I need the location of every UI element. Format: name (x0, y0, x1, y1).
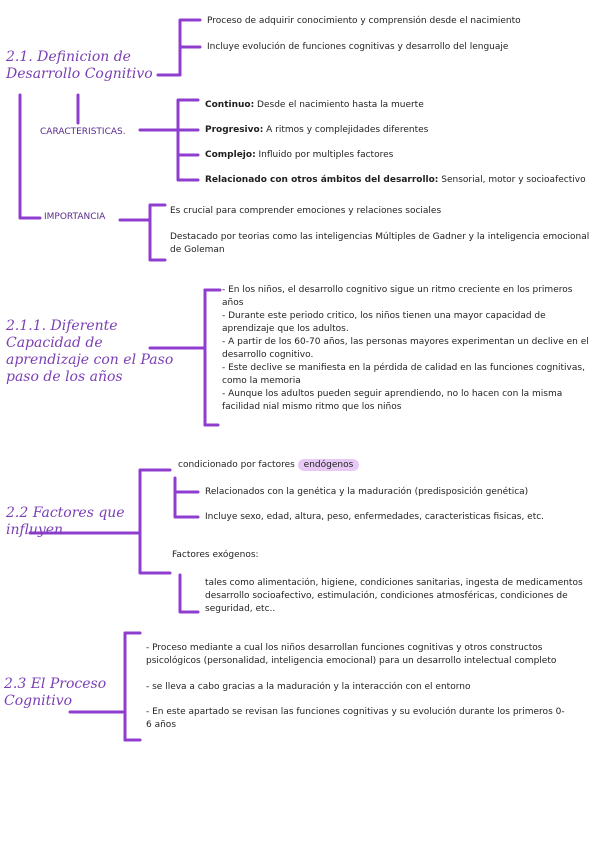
definition-item-2: Incluye evolución de funciones cognitivas y desarrollo del lenguaje (207, 42, 509, 52)
exogenos-text: tales como alimentación, higiene, condiciones sanitarias, ingesta de medicamentos desarrollo socioafectivo, estimulación, condiciones atmosféricas, condiciones de seguridad, etc.. (205, 578, 583, 614)
aprendizaje-item-5: - Aunque los adultos pueden seguir aprendiendo, no lo hacen con la misma facilidad nial mismo ritmo que los niños (222, 389, 563, 412)
aprendizaje-item-3: - A partir de los 60-70 años, las personas mayores experimentan un declive en el desarrollo cognitivo. (222, 337, 589, 360)
aprendizaje-list (222, 284, 594, 414)
aprendizaje-item-4: - Este declive se manifiesta en la pérdida de calidad en las funciones cognitivas, como la memoria (222, 363, 585, 386)
endogenos-highlight: endógenos (298, 459, 360, 471)
endogenos-prefix: condicionado por factores (178, 460, 298, 470)
proceso-item-3: - En este apartado se revisan las funciones cognitivas y su evolución durante los primeros 0-6 años (146, 707, 565, 730)
term: Relacionado con otros ámbitos del desarrollo: (205, 175, 439, 185)
term: Complejo: (205, 150, 256, 160)
caracteristica-relacionado (205, 174, 586, 187)
endogenos-item-1: Relacionados con la genética y la maduración (predisposición genética) (205, 487, 529, 497)
description: Sensorial, motor y socioafectivo (438, 175, 586, 185)
endogenos-heading (178, 459, 359, 472)
description: Influido por multiples factores (255, 150, 394, 160)
proceso-item-1: - Proceso mediante a cual los niños desarrollan funciones cognitivas y otros constructos psicológicos (personalidad, inteligencia emocional) para un desarrollo intelectual completo (146, 643, 557, 666)
proceso-item-2: - se lleva a cabo gracias a la maduración y la interacción con el entorno (146, 682, 471, 692)
caracteristica-complejo (205, 149, 393, 162)
importancia-label: IMPORTANCIA (44, 212, 106, 222)
section-2-1-title: 2.1. Definicion de Desarrollo Cognitivo (6, 49, 153, 82)
definition-item-1: Proceso de adquirir conocimiento y comprensión desde el nacimiento (207, 16, 521, 26)
exogenos-heading: Factores exógenos: (172, 550, 259, 560)
section-2-2-title: 2.2 Factores que influyen (6, 505, 125, 538)
importancia-item-2: Destacado por teorias como las inteligencias Múltiples de Gadner y la inteligencia emocional de Goleman (170, 232, 590, 255)
term: Continuo: (205, 100, 255, 110)
aprendizaje-item-2: - Durante este periodo critico, los niños tienen una mayor capacidad de aprendizaje que los adultos. (222, 311, 546, 334)
section-2-3-title: 2.3 El Proceso Cognitivo (4, 676, 107, 709)
aprendizaje-item-1: - En los niños, el desarrollo cognitivo sigue un ritmo creciente en los primeros años (222, 285, 573, 308)
importancia-item-1: Es crucial para comprender emociones y relaciones sociales (170, 206, 442, 216)
term: Progresivo: (205, 125, 264, 135)
caracteristica-progresivo (205, 124, 428, 137)
caracteristica-continuo (205, 99, 424, 112)
description: A ritmos y complejidades diferentes (263, 125, 429, 135)
description: Desde el nacimiento hasta la muerte (254, 100, 424, 110)
section-2-1-1-title: 2.1.1. Diferente Capacidad de aprendizaje con el Paso paso de los años (6, 318, 174, 385)
caracteristicas-label: CARACTERISTICAS. (40, 127, 126, 137)
endogenos-item-2: Incluye sexo, edad, altura, peso, enfermedades, caracteristicas fisicas, etc. (205, 512, 545, 522)
